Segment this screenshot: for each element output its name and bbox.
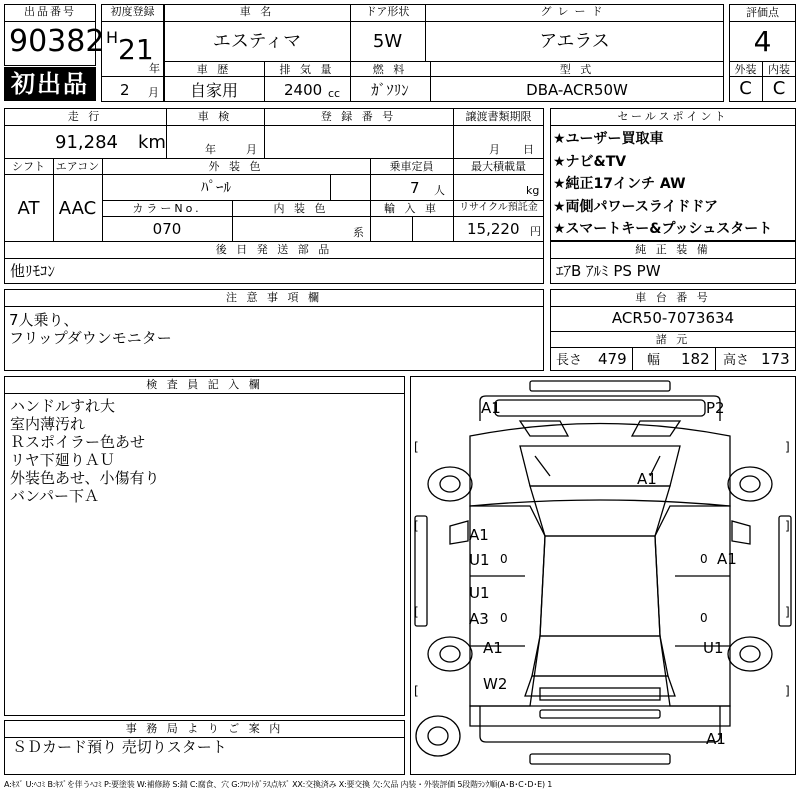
- recycle-fee-unit: 円: [530, 225, 541, 238]
- width: 182: [681, 350, 710, 368]
- door-type-label: ドア形状: [365, 5, 410, 18]
- sales-point: ★純正17インチ AW: [553, 176, 686, 192]
- max-load-label: 最大積載量: [471, 160, 526, 173]
- damage-mark-left-front-door-u: U1: [469, 551, 490, 569]
- damage-mark-right-rear-fender: U1: [703, 639, 724, 657]
- interior-label: 内装: [768, 63, 790, 76]
- car-name: エスティマ: [212, 31, 302, 52]
- dimensions-label: 諸 元: [655, 333, 691, 346]
- inspector-label: 検 査 員 記 入 欄: [146, 378, 263, 391]
- damage-legend: A:ｷｽﾞ U:ﾍｺﾐ B:ｷｽﾞを伴うﾍｺﾐ P:要塗装 W:補修跡 S:錆 C:腐食、穴 G:ﾌﾛﾝﾄｶﾞﾗｽ点ｷｽﾞ XX:交換済み X:要交換 欠:欠品 内装・外装評価 5段階ﾗﾝｸ順(A･B･C･D･E) 1: [4, 780, 553, 789]
- exterior-color: ﾊﾟｰﾙ: [200, 178, 231, 196]
- registration-number-label: 登 録 番 号: [320, 110, 397, 123]
- transfer-deadline-label: 譲渡書類期限: [465, 110, 532, 123]
- chassis-number: ACR50-7073634: [611, 309, 735, 327]
- model-label: 型 式: [559, 63, 595, 76]
- interior-color-unit: 系: [353, 226, 364, 239]
- notes-line: 7人乗り、: [9, 311, 79, 329]
- length: 479: [598, 350, 627, 368]
- exterior-label: 外装: [734, 63, 757, 76]
- genuine-equipment: ｴｱB ｱﾙﾐ PS PW: [556, 262, 661, 280]
- damage-mark-left-rear-door-a: A3: [469, 610, 489, 628]
- interior-grade: C: [772, 78, 786, 99]
- displacement-label: 排 気 量: [279, 63, 335, 76]
- transfer-day-unit: 日: [523, 143, 534, 156]
- height: 173: [761, 350, 790, 368]
- inspection-year-unit: 年: [205, 143, 216, 156]
- inspector-line: Ｒスポイラー色あせ: [10, 433, 146, 451]
- model: DBA-ACR50W: [526, 81, 628, 99]
- inspector-line: 室内薄汚れ: [10, 415, 86, 433]
- damage-mark-rear-bumper: A1: [706, 730, 726, 748]
- capacity-label: 乗車定員: [389, 160, 434, 173]
- damage-mark-rear-left: W2: [483, 675, 508, 693]
- first-registration-label: 初度登録: [110, 5, 155, 18]
- notes-label: 注 意 事 項 欄: [226, 291, 322, 304]
- color-number-label: カラーNo.: [132, 202, 202, 215]
- grade: アエラス: [539, 31, 610, 52]
- later-parts: 他ﾘﾓｺﾝ: [10, 262, 56, 280]
- ac-label: エアコン: [55, 160, 100, 173]
- damage-mark-front-right: P2: [706, 399, 725, 417]
- grade-label: グレード: [540, 5, 609, 18]
- damage-mark-hood: A1: [637, 470, 657, 488]
- bracket-open: [: [414, 684, 419, 698]
- transfer-month-unit: 月: [489, 143, 500, 156]
- bracket-open: [: [414, 605, 419, 619]
- max-load-unit: kg: [526, 184, 540, 197]
- shift-label: シフト: [12, 160, 45, 173]
- damage-mark-right-front-door: A1: [717, 550, 737, 568]
- zero-mark: 0: [500, 611, 508, 625]
- damage-mark-left-rear-door-u: U1: [469, 584, 490, 602]
- reg-era: H: [106, 28, 119, 47]
- zero-mark: 0: [700, 611, 708, 625]
- reg-month: 2: [120, 81, 130, 99]
- car-history: 自家用: [189, 81, 238, 100]
- ac: AAC: [58, 198, 97, 219]
- exterior-color-label: 外 装 色: [208, 160, 264, 173]
- zero-mark: 0: [500, 552, 508, 566]
- sales-points-label: セールスポイント: [617, 110, 729, 123]
- inspector-line: ハンドルすれ大: [10, 397, 116, 415]
- inspector-line: 外装色あせ、小傷有り: [10, 469, 160, 487]
- displacement-unit: cc: [328, 87, 341, 100]
- office-notice: ＳＤカード預り 売切りスタート: [12, 738, 227, 756]
- bracket-open: [: [414, 440, 419, 454]
- notes-lines: [9, 311, 172, 347]
- chassis-number-label: 車 台 番 号: [635, 291, 711, 304]
- inspector-line: バンパー下Ａ: [10, 487, 99, 505]
- bracket-open: [: [414, 519, 419, 533]
- door-type: 5W: [372, 31, 403, 52]
- recycle-fee-label: リサイクル預託金: [459, 202, 538, 213]
- car-outline: [410, 376, 796, 775]
- damage-mark-left-front-door-a: A1: [469, 526, 489, 544]
- bracket-close: ]: [785, 605, 790, 619]
- inspection-label: 車 検: [197, 110, 233, 123]
- lot-number-label: 出品番号: [24, 5, 76, 18]
- genuine-equipment-label: 純 正 装 備: [635, 243, 711, 256]
- reg-year-unit: 年: [149, 62, 160, 75]
- bracket-close: ]: [785, 440, 790, 454]
- score: 4: [753, 25, 772, 58]
- score-label: 評価点: [746, 6, 779, 19]
- car-history-label: 車 歴: [196, 63, 232, 76]
- first-listing-badge: 初出品: [4, 67, 96, 101]
- inspector-line: リヤ下廻りＡＵ: [10, 451, 115, 469]
- zero-mark: 0: [700, 552, 708, 566]
- office-notice-label: 事 務 局 よ り ご 案 内: [125, 722, 284, 735]
- sales-point: ★両側パワースライドドア: [553, 198, 719, 215]
- car-name-label: 車 名: [239, 5, 275, 18]
- reg-year: 21: [118, 33, 154, 66]
- import-label: 輸 入 車: [384, 202, 439, 215]
- sales-point: ★スマートキー&プッシュスタート: [553, 221, 773, 237]
- mileage: 91,284: [55, 132, 118, 153]
- later-parts-label: 後 日 発 送 部 品: [215, 243, 333, 256]
- length-label: 長さ: [556, 353, 583, 368]
- fuel: ｶﾞｿﾘﾝ: [371, 81, 409, 99]
- shift: AT: [17, 198, 40, 219]
- damage-mark-front-left: A1: [481, 399, 501, 417]
- sales-point: ★ユーザー買取車: [553, 131, 664, 147]
- exterior-grade: C: [739, 78, 752, 99]
- sales-point: ★ナビ&TV: [553, 153, 627, 170]
- fuel-label: 燃 料: [372, 63, 408, 76]
- mileage-label: 走 行: [67, 110, 103, 123]
- interior-color-label: 内 装 色: [273, 202, 329, 215]
- color-number: 070: [152, 220, 182, 238]
- sales-points-list: [553, 128, 772, 241]
- displacement: 2400: [284, 81, 323, 99]
- damage-mark-left-rear-fender: A1: [483, 639, 503, 657]
- reg-month-unit: 月: [148, 86, 159, 99]
- inspector-lines: [10, 397, 160, 505]
- notes-line: フリップダウンモニター: [9, 329, 172, 347]
- height-label: 高さ: [723, 353, 750, 368]
- recycle-fee: 15,220: [467, 220, 520, 238]
- lot-number: 90382: [9, 24, 105, 59]
- capacity-unit: 人: [434, 184, 445, 197]
- bracket-close: ]: [785, 684, 790, 698]
- width-label: 幅: [647, 353, 661, 368]
- mileage-unit: km: [138, 132, 166, 153]
- inspection-month-unit: 月: [246, 143, 257, 156]
- capacity: 7: [410, 179, 420, 197]
- bracket-close: ]: [785, 519, 790, 533]
